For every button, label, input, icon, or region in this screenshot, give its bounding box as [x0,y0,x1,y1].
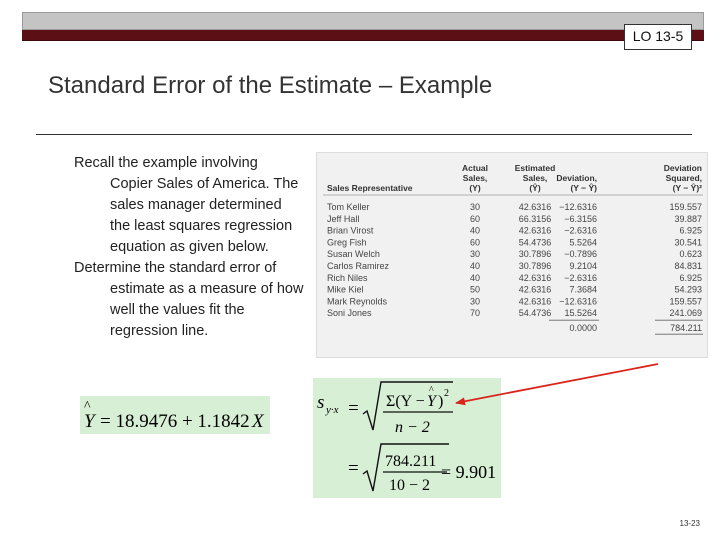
table-cell: 9.2104 [569,261,597,271]
table-cell: 42.6316 [518,272,552,283]
table-cell: 7.3684 [569,284,597,295]
table-cell: 15.5264 [564,308,597,319]
table-header-cell: (Ŷ) [529,183,541,193]
table-cell: Susan Welch [327,249,380,260]
table-cell: 54.4736 [518,237,552,248]
regression-equation-svg [80,396,270,434]
formula-subscript: y·x [326,404,339,416]
table-header-cell: (Y) [469,183,481,193]
table-header-cell: Estimated [514,163,556,173]
table-cell: 40 [469,261,481,271]
table-cell: 30.7896 [518,249,552,260]
equation-lhs: Y [84,411,95,432]
table-cell: 54.293 [674,284,702,295]
table-cell: 159.557 [669,202,702,212]
table-cell: 54.4736 [518,308,552,319]
title-divider [36,134,692,135]
table-cell: 30 [469,296,481,307]
table-cell: −6.3156 [564,213,597,224]
formula-yhat-caret-icon: ^ [429,385,434,396]
table-cell: 50 [469,284,481,295]
table-cell: 84.831 [674,261,702,271]
table-header-cell: Actual [462,163,488,173]
formula-s: s [317,392,325,413]
table-cell: 39.887 [674,213,702,224]
table-cell: 40 [469,225,481,236]
table-total-cell: 0.0000 [569,323,597,334]
table-header-cell: (Y − Ŷ) [570,183,597,193]
paragraph-recall: Recall the example involving Copier Sales of America. The sales manager determined the least squares regression equation as given below. [74,155,299,255]
table-cell: 60 [469,213,481,224]
table-cell: −2.6316 [564,225,597,236]
table-cell: 30.541 [674,237,702,248]
sales-table [316,152,708,358]
table-cell: 30.7896 [518,261,552,271]
table-cell: Tom Keller [327,202,370,212]
regression-equation [80,396,270,434]
sales-table-svg [317,153,709,359]
slide-title: Standard Error of the Estimate – Example [48,72,493,99]
table-cell: Brian Virost [327,225,374,236]
standard-error-formula-svg [313,378,501,498]
formula-result: = 9.901 [441,462,497,482]
table-header-cell: Sales Representative [327,183,413,193]
table-cell: −12.6316 [559,296,597,307]
page-number: 13-23 [679,519,700,528]
table-cell: −2.6316 [564,272,597,283]
header-band-light [22,12,704,30]
table-cell: 42.6316 [518,202,552,212]
table-cell: 42.6316 [518,225,552,236]
table-cell: 30 [469,249,481,260]
table-total-cell: 784.211 [670,323,702,334]
table-cell: Carlos Ramirez [327,261,390,271]
table-cell: 60 [469,237,481,248]
equation-rhs: = 18.9476 + 1.1842 [100,411,250,432]
table-cell: Mark Reynolds [327,296,388,307]
formula-numerator-yhat: Y [427,393,436,410]
table-cell: Rich Niles [327,272,368,283]
formula-denominator-2: 10 − 2 [389,477,431,494]
standard-error-formula [313,378,501,498]
table-cell: Mike Kiel [327,284,364,295]
table-header-cell: Deviation [663,163,702,173]
table-cell: 30 [469,202,481,212]
table-cell: 5.5264 [569,237,597,248]
table-header-cell: Sales, [522,173,548,183]
table-cell: 6.925 [679,272,702,283]
table-cell: −0.7896 [564,249,597,260]
paragraph-determine: Determine the standard error of estimate as a measure of how well the values fit the regression line. [74,260,304,339]
table-cell: 42.6316 [518,284,552,295]
formula-numerator-2: 784.211 [385,453,437,470]
table-cell: 159.557 [669,296,702,307]
table-header-cell: Squared, [665,173,702,183]
table-header-cell: Sales, [462,173,488,183]
table-cell: 0.623 [679,249,702,260]
table-cell: 66.3156 [518,213,552,224]
equation-variable: X [252,411,264,432]
header-band-dark [22,30,704,41]
table-cell: 42.6316 [518,296,552,307]
formula-numerator-close: ) [438,393,444,410]
table-cell: Jeff Hall [327,213,360,224]
formula-numerator-square: 2 [444,388,449,399]
table-header-cell: Deviation, [556,173,597,183]
formula-equals-1: = [348,398,359,419]
table-header-cell: (Y − Ŷ)² [672,183,702,193]
formula-equals-2: = [348,458,359,479]
table-cell: 40 [469,272,481,283]
formula-denominator-1: n − 2 [395,419,430,436]
learning-objective-badge: LO 13-5 [624,24,692,50]
table-cell: 6.925 [679,225,702,236]
table-cell: 241.069 [669,308,702,319]
formula-numerator-sum: Σ(Y − [386,393,425,410]
table-cell: Soni Jones [327,308,372,319]
table-cell: −12.6316 [559,202,597,212]
body-text [74,153,304,342]
table-cell: Greg Fish [327,237,367,248]
yhat-caret-icon: ^ [84,399,91,414]
table-cell: 70 [469,308,481,319]
